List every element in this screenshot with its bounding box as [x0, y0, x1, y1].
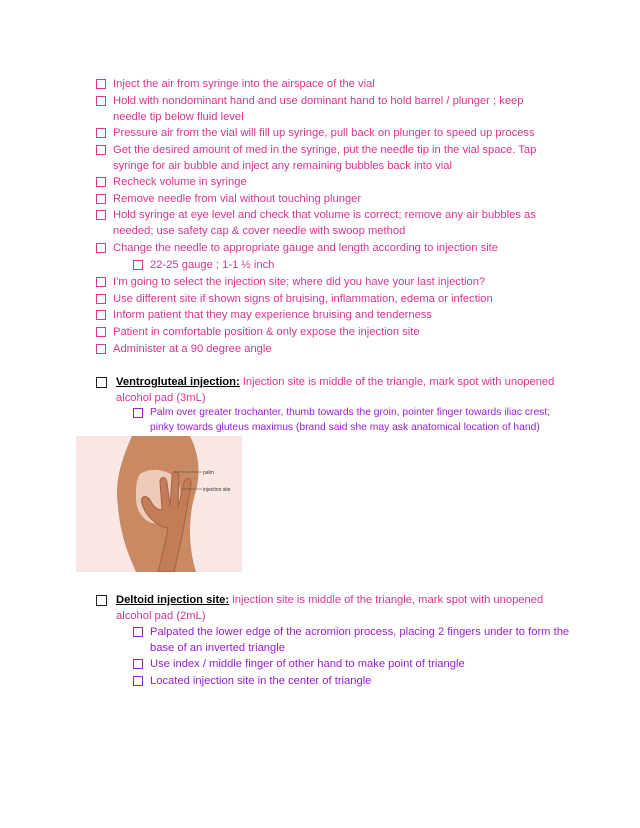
- step-text: Inform patient that they may experience bruising and tenderness: [113, 309, 433, 321]
- checkbox[interactable]: [133, 676, 143, 686]
- checkbox[interactable]: [96, 145, 106, 155]
- checklist-item: [96, 291, 556, 307]
- checklist-item: [96, 76, 556, 92]
- step-text: 22-25 gauge ; 1-1 ½ inch: [150, 259, 275, 271]
- ventrogluteal-text: [116, 374, 572, 406]
- deltoid-subitem: [133, 624, 573, 656]
- step-text: Hold syringe at eye level and check that volume is correct; remove any air bubbles as needed; use safety cap & cover needle with swoop method: [113, 209, 536, 237]
- ventrogluteal-figure: [76, 436, 242, 572]
- step-text: I'm going to select the injection site; where did you have your last injection?: [113, 276, 486, 288]
- checkbox[interactable]: [96, 243, 106, 253]
- checklist-item: [96, 240, 556, 256]
- checkbox[interactable]: [96, 595, 107, 606]
- ventrogluteal-heading: Ventrogluteal injection:: [116, 376, 240, 388]
- deltoid-sub-text: Palpated the lower edge of the acromion process, placing 2 fingers under to form the base of an inverted triangle: [150, 626, 570, 654]
- checkbox[interactable]: [96, 277, 106, 287]
- checkbox[interactable]: [96, 177, 106, 187]
- ventrogluteal-sub-text: Palm over greater trochanter, thumb towards the groin, pointer finger towards iliac crest; pinky towards gluteus maximus (brand said she may ask anatomical location of hand): [150, 407, 551, 433]
- checkbox[interactable]: [96, 327, 106, 337]
- checkbox[interactable]: [133, 659, 143, 669]
- ventrogluteal-description: Injection site is middle of the triangle, mark spot with unopened alcohol pad (3mL): [116, 376, 555, 404]
- deltoid-sub-text: Use index / middle finger of other hand to make point of triangle: [150, 658, 465, 670]
- deltoid-subitem: [133, 673, 573, 689]
- checkbox[interactable]: [96, 79, 106, 89]
- deltoid-sub-text: Located injection site in the center of triangle: [150, 675, 372, 687]
- step-text: Patient in comfortable position & only expose the injection site: [113, 326, 420, 338]
- step-text: Get the desired amount of med in the syringe, put the needle tip in the vial space. Tap syringe for air bubble and inject any remaining bubbles back into vial: [113, 144, 537, 172]
- checklist-item: [96, 93, 556, 125]
- checklist-item: [96, 274, 556, 290]
- deltoid-heading: Deltoid injection site:: [116, 594, 230, 606]
- checklist-item: [96, 207, 556, 239]
- step-text: Remove needle from vial without touching plunger: [113, 193, 362, 205]
- step-text: Hold with nondominant hand and use dominant hand to hold barrel / plunger ; keep needle tip below fluid level: [113, 95, 524, 123]
- step-text: Administer at a 90 degree angle: [113, 343, 272, 355]
- step-text: Use different site if shown signs of bruising, inflammation, edema or infection: [113, 293, 493, 305]
- deltoid-text: [116, 592, 566, 624]
- checkbox[interactable]: [96, 210, 106, 220]
- checklist-item: [96, 191, 556, 207]
- step-text: Recheck volume in syringe: [113, 176, 247, 188]
- deltoid-item: [96, 592, 566, 624]
- injection-site-label: injection site: [203, 487, 231, 493]
- checklist-item: [96, 341, 556, 357]
- deltoid-description: injection site is middle of the triangle, mark spot with unopened alcohol pad (2mL): [116, 594, 544, 622]
- checkbox[interactable]: [96, 96, 106, 106]
- checkbox[interactable]: [133, 408, 143, 418]
- checkbox[interactable]: [96, 377, 107, 388]
- deltoid-subitem: [133, 656, 573, 672]
- checkbox[interactable]: [96, 294, 106, 304]
- step-text: Inject the air from syringe into the airspace of the vial: [113, 78, 375, 90]
- checklist-item: [96, 125, 556, 141]
- checklist-item: [96, 307, 556, 323]
- ventrogluteal-item: [96, 374, 572, 406]
- checkbox[interactable]: [96, 128, 106, 138]
- checkbox[interactable]: [133, 627, 143, 637]
- checkbox[interactable]: [133, 260, 143, 270]
- step-text: Pressure air from the vial will fill up syringe, pull back on plunger to speed up process: [113, 127, 535, 139]
- palm-label: palm: [203, 470, 214, 476]
- checkbox[interactable]: [96, 194, 106, 204]
- ventrogluteal-subitem: [133, 405, 573, 435]
- checklist-subitem: [133, 257, 553, 273]
- checklist-item: [96, 174, 556, 190]
- checkbox[interactable]: [96, 310, 106, 320]
- checklist-item: [96, 324, 556, 340]
- checklist-item: [96, 142, 566, 174]
- checkbox[interactable]: [96, 344, 106, 354]
- step-text: Change the needle to appropriate gauge and length according to injection site: [113, 242, 499, 254]
